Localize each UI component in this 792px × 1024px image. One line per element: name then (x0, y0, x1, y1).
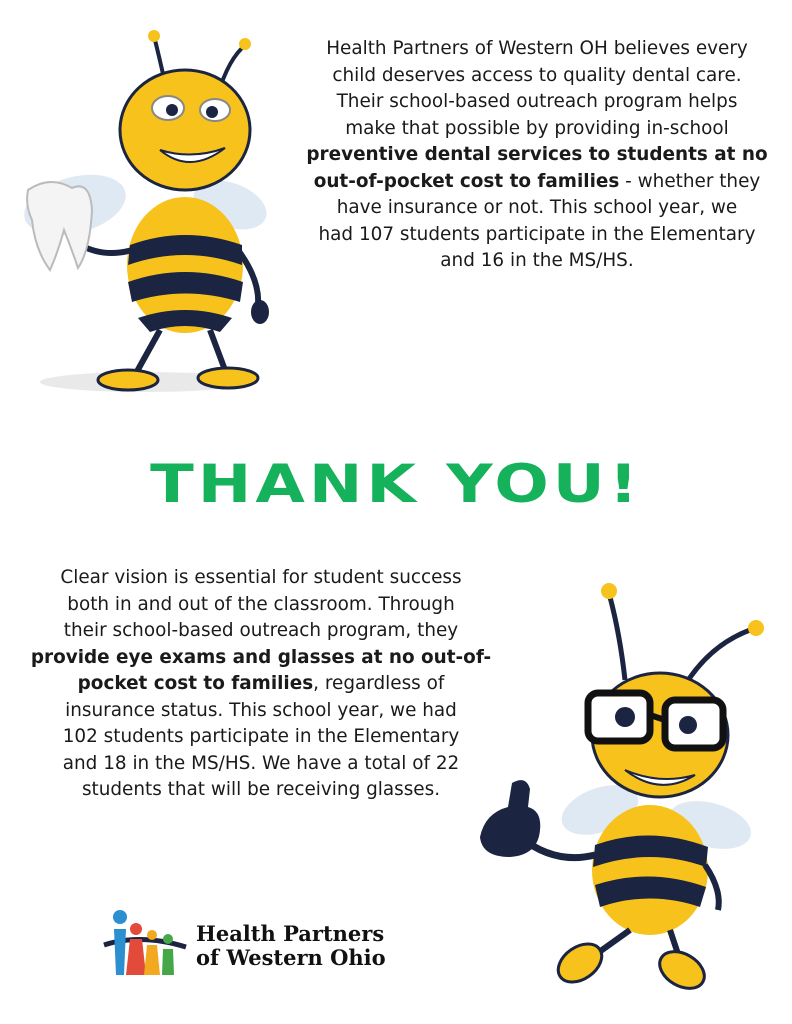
vision-line-1: Clear vision is essential for student success (60, 567, 462, 588)
vision-line-8: and 18 in the MS/HS. We have a total of 22 (62, 752, 460, 774)
bee-with-tooth-illustration (20, 20, 290, 400)
logo-figures-icon (96, 905, 188, 985)
vision-line-9: students that will be receiving glasses. (81, 779, 441, 800)
dental-paragraph (298, 36, 776, 275)
vision-bold-2: pocket cost to families (77, 673, 314, 694)
dental-line-4: make that possible by providing in-school (345, 117, 729, 139)
vision-paragraph (22, 565, 500, 804)
bee-with-glasses-illustration (460, 575, 780, 995)
dental-line-8: had 107 students participate in the Elementary (318, 223, 756, 245)
vision-line-2: both in and out of the classroom. Through (67, 593, 455, 615)
vision-bold-1: provide eye exams and glasses at no out-of- (30, 646, 492, 668)
vision-line-6: insurance status. This school year, we had (65, 699, 457, 721)
vision-line-7: 102 students participate in the Elementary (62, 726, 460, 747)
dental-line-7: have insurance or not. This school year, we (336, 197, 738, 218)
dental-bold-2: out-of-pocket cost to families (313, 170, 620, 192)
logo-line-2: of Western Ohio (196, 945, 386, 970)
thank-you-heading: THANK YOU! (150, 454, 642, 516)
vision-line-5: , regardless of (313, 673, 445, 694)
dental-line-9: and 16 in the MS/HS. (440, 250, 634, 271)
vision-line-3: their school-based outreach program, they (63, 620, 459, 641)
dental-line-2: child deserves access to quality dental care. (332, 64, 742, 86)
dental-line-6: - whether they (619, 170, 761, 192)
dental-line-1: Health Partners of Western OH believes every (326, 38, 748, 59)
logo-line-1: Health Partners (196, 921, 385, 946)
logo-text (196, 922, 386, 970)
health-partners-logo (96, 905, 406, 985)
dental-line-3: Their school-based outreach program helps (336, 91, 738, 112)
dental-bold-1: preventive dental services to students at no (306, 144, 768, 165)
